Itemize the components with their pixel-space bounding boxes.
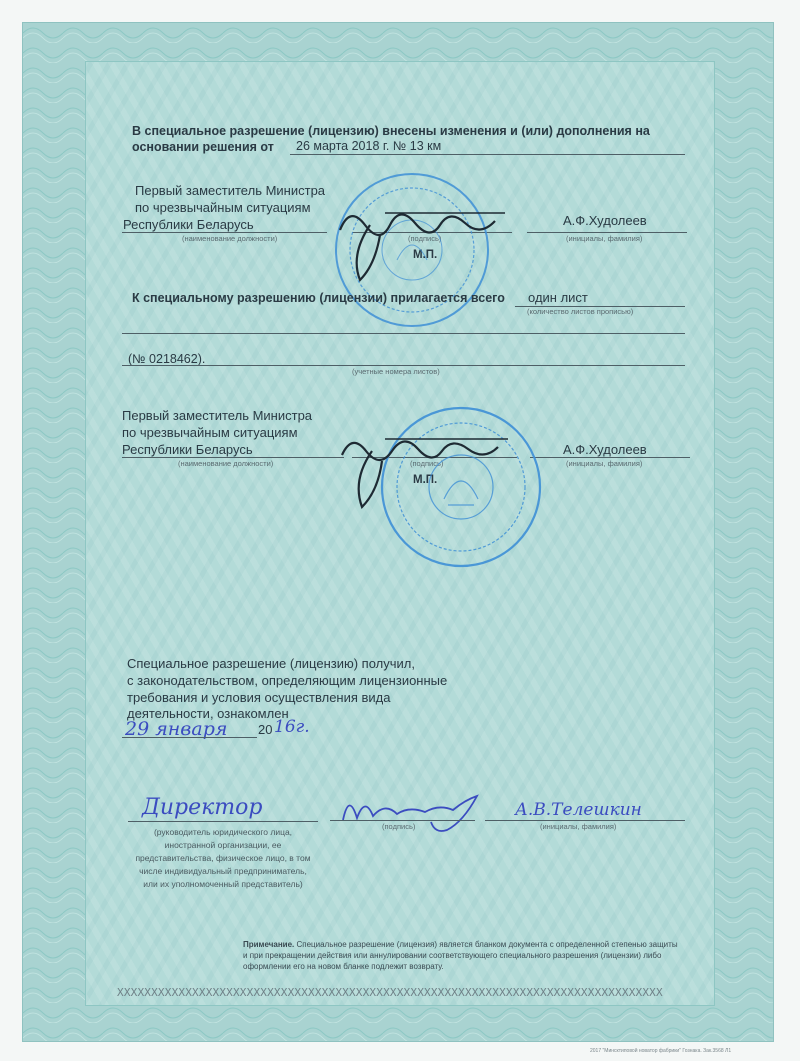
position-line-3: Республики Беларусь xyxy=(122,442,253,457)
recipient-caption-1: (руководитель юридического лица, xyxy=(153,827,293,837)
ack-line-2: с законодательством, определяющим лицензионные xyxy=(127,673,448,688)
signature-scribble-1 xyxy=(330,195,520,290)
position-line-1: Первый заместитель Министра xyxy=(135,183,326,198)
amendment-line-1: В специальное разрешение (лицензию) внесены изменения и (или) дополнения на xyxy=(132,124,650,138)
note-label: Примечание. xyxy=(243,940,295,949)
decision-underline xyxy=(290,154,685,155)
recipient-caption-5: или их уполномоченный представитель) xyxy=(143,879,303,889)
signer-name: А.Ф.Худолеев xyxy=(563,442,647,457)
recipient-caption-2: иностранной организации, ее xyxy=(164,840,282,850)
seal-label: М.П. xyxy=(413,249,438,261)
sheet-numbers-caption: (учетные номера листов) xyxy=(352,367,440,376)
ack-line-4: деятельности, ознакомлен xyxy=(127,706,289,721)
name-underline xyxy=(530,457,690,458)
position-underline xyxy=(122,457,344,458)
position-line-3: Республики Беларусь xyxy=(123,217,254,232)
ack-year-handwritten: 16г. xyxy=(274,717,310,737)
signature-caption: (подпись) xyxy=(408,234,442,243)
recipient-caption-4: числе индивидуальный предприниматель, xyxy=(139,866,307,876)
recipient-name-handwritten: А.В.Телешкин xyxy=(515,800,642,820)
recipient-caption-3: представительства, физическое лицо, в том xyxy=(135,853,311,863)
amendment-line-2: основании решения от xyxy=(132,140,274,154)
signer-name: А.Ф.Худолеев xyxy=(563,213,647,228)
recipient-position-handwritten: Директор xyxy=(142,795,263,820)
position-line-1: Первый заместитель Министра xyxy=(122,408,313,423)
recipient-position-underline xyxy=(128,821,318,822)
recipient-signature-underline xyxy=(330,820,475,821)
position-underline xyxy=(122,232,327,233)
sheet-numbers: (№ 0218462). xyxy=(128,352,206,366)
ack-line-1: Специальное разрешение (лицензию) получил, xyxy=(127,656,415,671)
attachment-blank-line xyxy=(122,333,685,334)
ack-line-3: требования и условия осуществления вида xyxy=(127,690,391,705)
note-line-1 xyxy=(243,940,678,949)
recipient-name-underline xyxy=(485,820,685,821)
position-line-2: по чрезвычайным ситуациям xyxy=(122,425,298,440)
note-line-2: и при прекращении действия или аннулировании соответствующего специального разрешения (лицензии) либо xyxy=(243,951,662,960)
ack-date-handwritten: 29 января xyxy=(125,718,228,740)
recipient-name-caption: (инициалы, фамилия) xyxy=(540,822,617,831)
security-strip: XXXXXXXXXXXXXXXXXXXXXXXXXXXXXXXXXXXXXXXXXXXXXXXXXXXXXXXXXXXXXXXXXXXXXXXXXXXXXXXX xyxy=(117,986,663,999)
position-line-2: по чрезвычайным ситуациям xyxy=(135,200,311,215)
sheet-numbers-underline xyxy=(122,365,685,366)
attachment-text: К специальному разрешению (лицензии) прилагается всего xyxy=(132,291,505,305)
name-underline xyxy=(527,232,687,233)
signature-caption: (подпись) xyxy=(410,459,444,468)
note-text-1: Специальное разрешение (лицензия) является бланком документа с определенной степенью защиты xyxy=(296,940,678,949)
note-line-3: оформлении его на новом бланке подлежит возврату. xyxy=(243,962,444,971)
seal-label: М.П. xyxy=(413,474,438,486)
name-caption: (инициалы, фамилия) xyxy=(566,234,643,243)
name-caption: (инициалы, фамилия) xyxy=(566,459,643,468)
decision-value: 26 марта 2018 г. № 13 км xyxy=(296,139,442,153)
recipient-signature-caption: (подпись) xyxy=(382,822,416,831)
position-caption: (наименование должности) xyxy=(178,459,274,468)
attachment-count: один лист xyxy=(528,290,588,305)
position-caption: (наименование должности) xyxy=(182,234,278,243)
signature-scribble-2 xyxy=(330,425,520,515)
attachment-count-caption: (количество листов прописью) xyxy=(527,307,634,316)
printer-note: 2017 "Минсктиповой новатор фабрики" Гознака. Зак.3568 Л1 xyxy=(590,1048,732,1054)
ack-year-prefix: 20 xyxy=(258,722,273,737)
ack-date-underline xyxy=(122,737,257,738)
